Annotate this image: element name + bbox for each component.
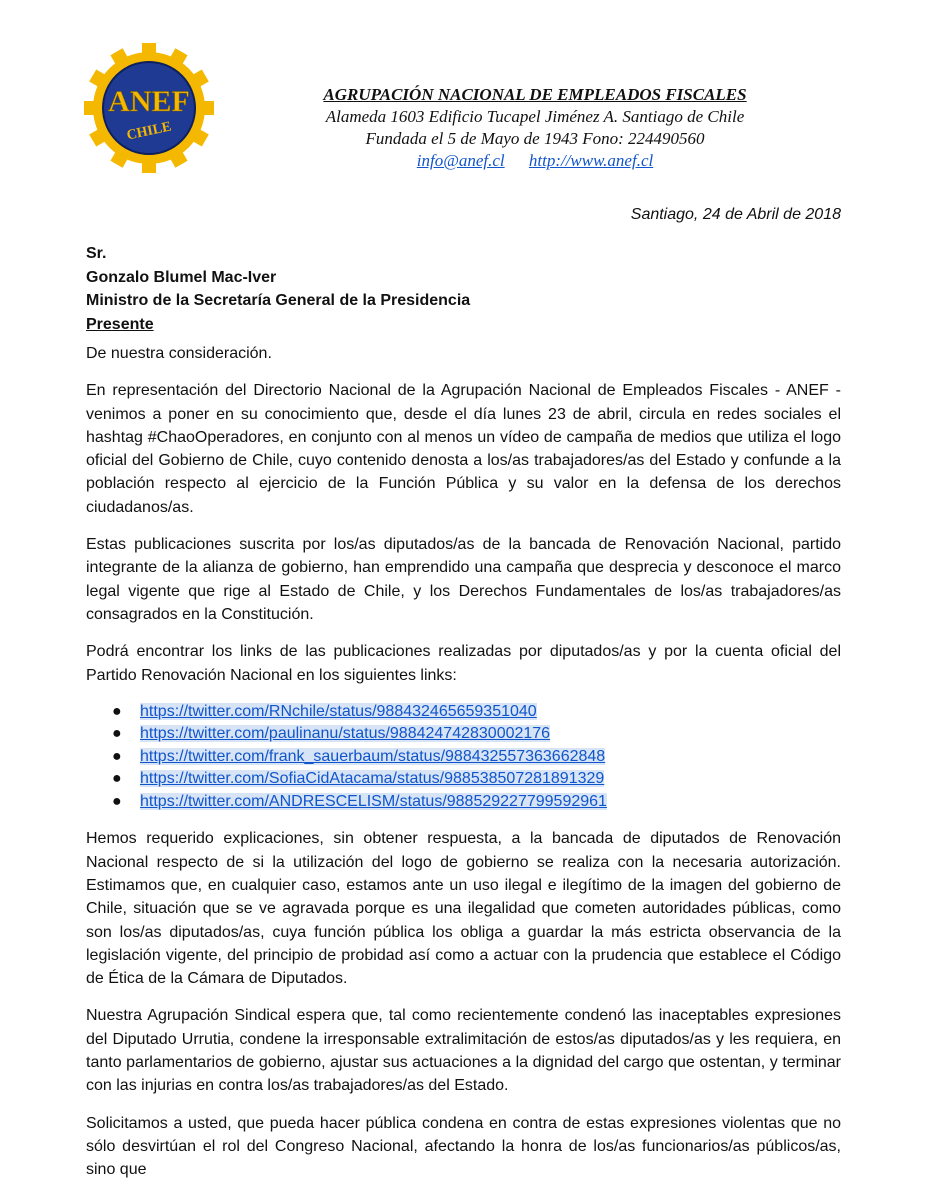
list-item <box>86 746 841 769</box>
twitter-link[interactable]: https://twitter.com/SofiaCidAtacama/status/988538507281891329 <box>140 770 605 788</box>
recipient-block <box>86 242 470 336</box>
paragraph: Estas publicaciones suscrita por los/as diputados/as de la bancada de Renovación Nacional, partido integrante de la alianza de gobierno, han emprendido una campaña que desprecia y desconoce el marco legal vigente que rige al Estado de Chile, y los Derechos Fundamentales de los/as trabajadores/as consagrados en la Constitución. <box>86 536 841 623</box>
bullet-icon: ● <box>112 702 122 720</box>
paragraph: Podrá encontrar los links de las publicaciones realizadas por diputados/as y por la cuenta oficial del Partido Renovación Nacional en los siguientes links: <box>86 643 841 684</box>
organization-name: AGRUPACIÓN NACIONAL DE EMPLEADOS FISCALES <box>323 85 747 104</box>
links-list <box>86 701 841 814</box>
recipient-presente: Presente <box>86 315 154 333</box>
letter-body <box>86 342 841 1196</box>
paragraph: Hemos requerido explicaciones, sin obtener respuesta, a la bancada de diputados de Renovación Nacional respecto de si la utilización del logo de gobierno se realiza con la necesaria autorización. Estimamos que, en cualquier caso, estamos ante un uso ilegal e ilegítimo de la imagen del gobierno de Chile, situación que se ve agravada porque es una ilegalidad que cometen autoridades públicas, como son los/as diputados/as, cuya función pública los obliga a guardar la más estricta observancia de la legislación vigente, del principio de probidad así como a actuar con la prudencia que establece el Código de Ética de la Cámara de Diputados. <box>86 830 841 988</box>
list-item <box>86 701 841 724</box>
list-item <box>86 723 841 746</box>
anef-logo <box>84 43 214 173</box>
bullet-icon: ● <box>112 747 122 765</box>
bullet-icon: ● <box>112 792 122 810</box>
email-link[interactable]: info@anef.cl <box>416 151 505 170</box>
twitter-link[interactable]: https://twitter.com/RNchile/status/988432465659351040 <box>140 702 537 720</box>
contact-links <box>300 150 770 172</box>
paragraph: En representación del Directorio Nacional de la Agrupación Nacional de Empleados Fiscales - ANEF - venimos a poner en su conocimiento que, desde el día lunes 23 de abril, circula en redes sociales el hashtag #ChaoOperadores, en conjunto con al menos un vídeo de campaña de medios que utiliza el logo oficial del Gobierno de Chile, cuyo contenido denosta a los/as trabajadores/as del Estado y confunde a la población respecto al ejercicio de la Función Pública y su valor en la defensa de los derechos ciudadanos/as. <box>86 382 841 516</box>
bullet-icon: ● <box>112 770 122 788</box>
recipient-name: Gonzalo Blumel Mac-Iver <box>86 268 277 286</box>
twitter-link[interactable]: https://twitter.com/frank_sauerbaum/status/988432557363662848 <box>140 747 606 765</box>
bullet-icon: ● <box>112 725 122 743</box>
recipient-title: Sr. <box>86 245 107 262</box>
paragraph: Solicitamos a usted, que pueda hacer pública condena en contra de estas expresiones violentas que no sólo desvirtúan el rol del Congreso Nacional, afectando la honra de los/as funcionarios/as públicos/as, sino que <box>86 1114 841 1179</box>
logo-text-sub: CHILE <box>125 119 173 144</box>
paragraph: Nuestra Agrupación Sindical espera que, tal como recientemente condenó las inaceptables expresiones del Diputado Urrutia, condene la irresponsable extralimitación de estos/as diputados/as y les requiera, en tanto parlamentarios de gobierno, ajustar sus actuaciones a la dignidad del cargo que ostentan, y terminar con las injurias en contra los/as trabajadores/as del Estado. <box>86 1007 841 1095</box>
letter-date: Santiago, 24 de Abril de 2018 <box>630 206 841 223</box>
list-item <box>86 768 841 791</box>
twitter-link[interactable]: https://twitter.com/paulinanu/status/988424742830002176 <box>140 725 551 743</box>
greeting: De nuestra consideración. <box>86 345 272 362</box>
list-item <box>86 791 841 814</box>
twitter-link[interactable]: https://twitter.com/ANDRESCELISM/status/988529227799592961 <box>140 792 607 810</box>
logo-text-main: ANEF <box>108 85 190 118</box>
letterhead <box>300 84 770 172</box>
address: Alameda 1603 Edificio Tucapel Jiménez A. Santiago de Chile <box>325 107 745 126</box>
website-link[interactable]: http://www.anef.cl <box>528 151 654 170</box>
founded-phone: Fundada el 5 de Mayo de 1943 Fono: 224490560 <box>365 129 705 148</box>
recipient-role: Ministro de la Secretaría General de la Presidencia <box>86 292 471 309</box>
